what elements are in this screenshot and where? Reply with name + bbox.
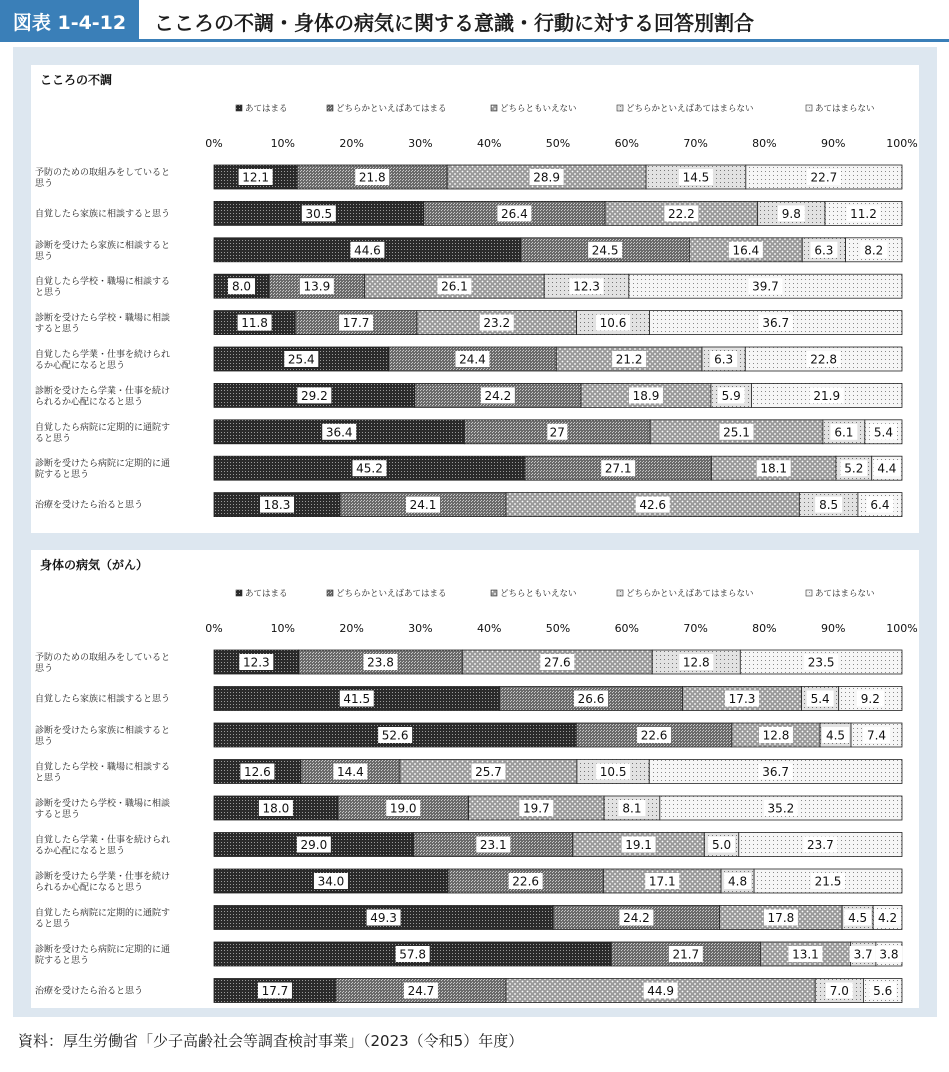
x-tick-label: 90% [820,137,846,150]
data-label: 4.5 [848,911,868,925]
x-tick-label: 0% [205,137,223,150]
chart-frame [13,47,937,1017]
x-tick-label: 40% [476,137,502,150]
data-label: 19.7 [522,801,550,816]
legend-item [617,588,754,599]
data-label: 25.4 [287,352,315,367]
data-label: 21.9 [813,388,841,403]
figure-title: こころの不調・身体の病気に関する意識・行動に対する回答別割合 [154,10,754,35]
legend-label: あてはまる [245,589,288,599]
data-label: 18.0 [262,801,290,816]
data-label: 6.3 [714,352,734,367]
data-label: 8.0 [231,279,252,294]
legend-label: どちらともいえない [500,589,577,599]
chart-panel-mental [31,65,919,533]
data-label: 12.3 [573,279,600,294]
data-label: 23.2 [483,316,511,331]
data-label: 9.8 [781,206,801,221]
category-label: 診断を受けたら学業・仕事を続け [35,386,171,397]
data-label: 29.0 [300,838,328,852]
legend-label: あてはまる [245,104,288,114]
legend-label: あてはまらない [815,104,875,114]
data-label: 36.4 [325,425,353,440]
x-tick-label: 50% [545,137,571,150]
data-label: 9.2 [860,692,880,706]
data-label: 36.7 [762,765,789,779]
data-label: 6.4 [870,498,890,513]
data-label: 26.1 [441,279,468,294]
x-tick-label: 30% [408,622,433,635]
data-label: 25.1 [723,425,750,440]
category-label: ると思う [35,919,72,930]
data-label: 13.1 [792,947,819,962]
category-label: 自覚したら病院に定期的に通院す [35,422,171,433]
category-label: 思う [35,251,54,262]
data-label: 21.5 [814,874,842,889]
data-label: 12.1 [242,170,269,185]
data-label: 8.2 [864,243,884,258]
data-label: 17.7 [261,984,289,998]
data-label: 26.4 [500,206,528,221]
legend-swatch [327,590,333,596]
x-tick-label: 70% [683,137,708,150]
data-label: 7.0 [829,984,849,998]
data-label: 5.2 [844,461,864,476]
category-label: るか心配になると思う [35,846,126,857]
category-label: 予防のための取組みをしていると [35,653,171,663]
data-label: 23.8 [367,655,394,670]
data-label: 8.1 [622,801,642,816]
legend-swatch [617,590,623,596]
data-label: 11.8 [241,316,268,331]
category-label: 自覚したら学校・職場に相談する [35,762,171,773]
data-label: 12.3 [242,655,270,670]
chart-title: こころの不調 [40,73,113,87]
data-label: 10.6 [599,316,627,331]
data-label: 18.9 [632,388,660,403]
category-label: 自覚したら家族に相談すると思う [35,694,171,705]
data-label: 44.6 [354,243,381,258]
x-tick-label: 80% [752,622,777,635]
data-label: 6.1 [834,425,854,440]
category-label: 診断を受けたら学校・職場に相談 [35,799,171,809]
category-label: 自覚したら学業・仕事を続けられ [35,350,171,360]
data-label: 4.5 [825,728,846,743]
data-label: 5.4 [810,692,830,706]
data-label: 39.7 [752,279,779,294]
legend-item [617,103,754,114]
category-label: と思う [35,773,63,784]
data-label: 12.8 [762,728,790,743]
data-label: 12.6 [244,765,271,779]
category-label: 院すると思う [35,956,90,966]
data-label: 22.2 [668,206,695,221]
data-label: 24.7 [407,984,435,998]
category-label: 自覚したら家族に相談すると思う [35,209,171,220]
legend-item [491,104,577,114]
data-label: 7.4 [866,728,887,743]
data-label: 5.9 [721,388,741,403]
data-label: 4.8 [728,874,748,889]
data-label: 42.6 [639,498,667,513]
stacked-bar-chart-cancer [31,550,919,1008]
x-tick-label: 10% [270,622,296,635]
legend-label: あてはまらない [815,589,875,599]
legend-swatch [806,590,812,596]
legend-label: どちらかといえばあてはまる [336,104,447,114]
category-label: 予防のための取組みをしていると [35,168,171,178]
category-label: 思う [35,179,54,189]
data-label: 27.1 [604,461,632,476]
legend-item [236,104,288,114]
data-label: 22.6 [640,728,668,743]
category-label: 診断を受けたら病院に定期的に通 [35,945,171,955]
category-label: 診断を受けたら家族に相談すると [35,726,171,736]
data-label: 21.2 [615,352,643,367]
category-label: 自覚したら病院に定期的に通院す [35,908,171,919]
legend-item [236,589,288,599]
data-label: 17.3 [728,692,756,706]
header-rule [139,39,949,42]
data-label: 8.5 [819,498,839,513]
category-label: 治療を受けたら治ると思う [35,500,144,511]
data-label: 21.8 [358,170,386,185]
data-label: 5.0 [712,838,732,852]
data-label: 5.6 [873,984,893,998]
data-label: 21.7 [672,947,700,962]
data-label: 49.3 [370,911,397,925]
data-label: 19.0 [389,801,417,816]
data-label: 22.8 [810,352,838,367]
legend-swatch [617,105,623,111]
category-label: 自覚したら学校・職場に相談する [35,277,171,288]
data-label: 44.9 [647,984,674,998]
category-label: ると思う [35,433,72,444]
legend-item [327,103,447,114]
data-label: 24.2 [623,911,650,925]
data-label: 22.6 [512,874,540,889]
legend-label: どちらともいえない [500,104,577,114]
data-label: 18.3 [263,498,291,513]
x-tick-label: 10% [270,137,296,150]
x-tick-label: 100% [886,622,918,635]
x-tick-label: 20% [339,137,364,150]
data-label: 23.5 [807,655,835,670]
data-label: 14.5 [682,170,710,185]
x-tick-label: 30% [408,137,433,150]
legend-swatch [236,590,242,596]
chart-panel-cancer [31,550,919,1008]
x-tick-label: 90% [820,622,846,635]
data-label: 3.7 [853,947,873,962]
data-label: 6.3 [814,243,834,258]
legend-swatch [327,105,333,111]
chart-title: 身体の病気（がん） [40,558,149,572]
category-label: 治療を受けたら治ると思う [35,986,144,997]
data-label: 24.1 [409,498,437,513]
x-tick-label: 50% [545,622,571,635]
x-tick-label: 70% [683,622,708,635]
legend-swatch [806,105,812,111]
data-label: 10.5 [599,765,627,779]
source-note: 資料：厚生労働省「少子高齢社会等調査検討事業」（2023（令和5）年度） [18,1032,524,1050]
data-label: 45.2 [356,461,383,476]
data-label: 11.2 [850,206,877,221]
x-tick-label: 60% [614,622,640,635]
data-label: 3.8 [879,947,899,962]
stacked-bar-chart-mental [31,65,919,533]
category-label: るか心配になると思う [35,361,126,371]
data-label: 14.4 [337,765,364,779]
figure-header [0,0,949,42]
data-label: 12.8 [682,655,710,670]
data-label: 29.2 [300,388,328,403]
data-label: 35.2 [767,801,795,816]
category-label: すると思う [35,324,81,335]
category-label: 院すると思う [35,470,90,481]
category-label: すると思う [35,810,81,820]
data-label: 26.6 [577,692,605,706]
category-label: られるか心配になると思う [35,397,144,408]
legend-swatch [236,105,242,111]
data-label: 57.8 [399,947,426,962]
data-label: 41.5 [343,692,371,706]
category-label: 診断を受けたら学業・仕事を続け [35,872,171,882]
data-label: 23.1 [479,838,507,852]
data-label: 4.2 [878,911,898,925]
x-tick-label: 40% [476,622,502,635]
x-tick-label: 100% [886,137,918,150]
category-label: 自覚したら学業・仕事を続けられ [35,835,171,846]
data-label: 17.7 [342,316,370,331]
data-label: 17.1 [648,874,676,889]
category-label: と思う [35,288,63,299]
category-label: 診断を受けたら病院に定期的に通 [35,459,171,470]
legend-label: どちらかといえばあてはまる [336,589,447,599]
data-label: 16.4 [732,243,760,258]
data-label: 13.9 [303,279,331,294]
data-label: 4.4 [877,461,897,476]
data-label: 24.4 [459,352,486,367]
legend-swatch [491,590,497,596]
category-label: 診断を受けたら学校・職場に相談 [35,313,171,324]
data-label: 25.7 [475,765,502,779]
category-label: 思う [35,664,54,674]
data-label: 36.7 [762,316,790,331]
category-label: 診断を受けたら家族に相談すると [35,240,171,251]
data-label: 28.9 [533,170,561,185]
data-label: 17.8 [767,911,795,925]
data-label: 27 [549,425,565,440]
data-label: 34.0 [317,874,345,889]
x-tick-label: 20% [339,622,364,635]
data-label: 24.2 [484,388,512,403]
x-tick-label: 0% [205,622,223,635]
x-tick-label: 80% [752,137,777,150]
legend-item [806,104,875,114]
data-label: 30.5 [305,206,333,221]
legend-item [327,588,447,599]
category-label: 思う [35,737,54,747]
data-label: 24.5 [591,243,619,258]
data-label: 22.7 [810,170,838,185]
data-label: 18.1 [760,461,788,476]
legend-item [491,589,577,599]
data-label: 27.6 [543,655,571,670]
x-tick-label: 60% [614,137,640,150]
data-label: 52.6 [381,728,409,743]
data-label: 23.7 [807,838,834,852]
category-label: られるか心配になると思う [35,883,144,893]
legend-item [806,589,875,599]
legend-swatch [491,105,497,111]
legend-label: どちらかといえばあてはまらない [626,104,754,114]
data-label: 19.1 [625,838,652,852]
figure-number-badge: 図表 1-4-12 [0,0,139,42]
legend-label: どちらかといえばあてはまらない [626,589,754,599]
data-label: 5.4 [873,425,893,440]
